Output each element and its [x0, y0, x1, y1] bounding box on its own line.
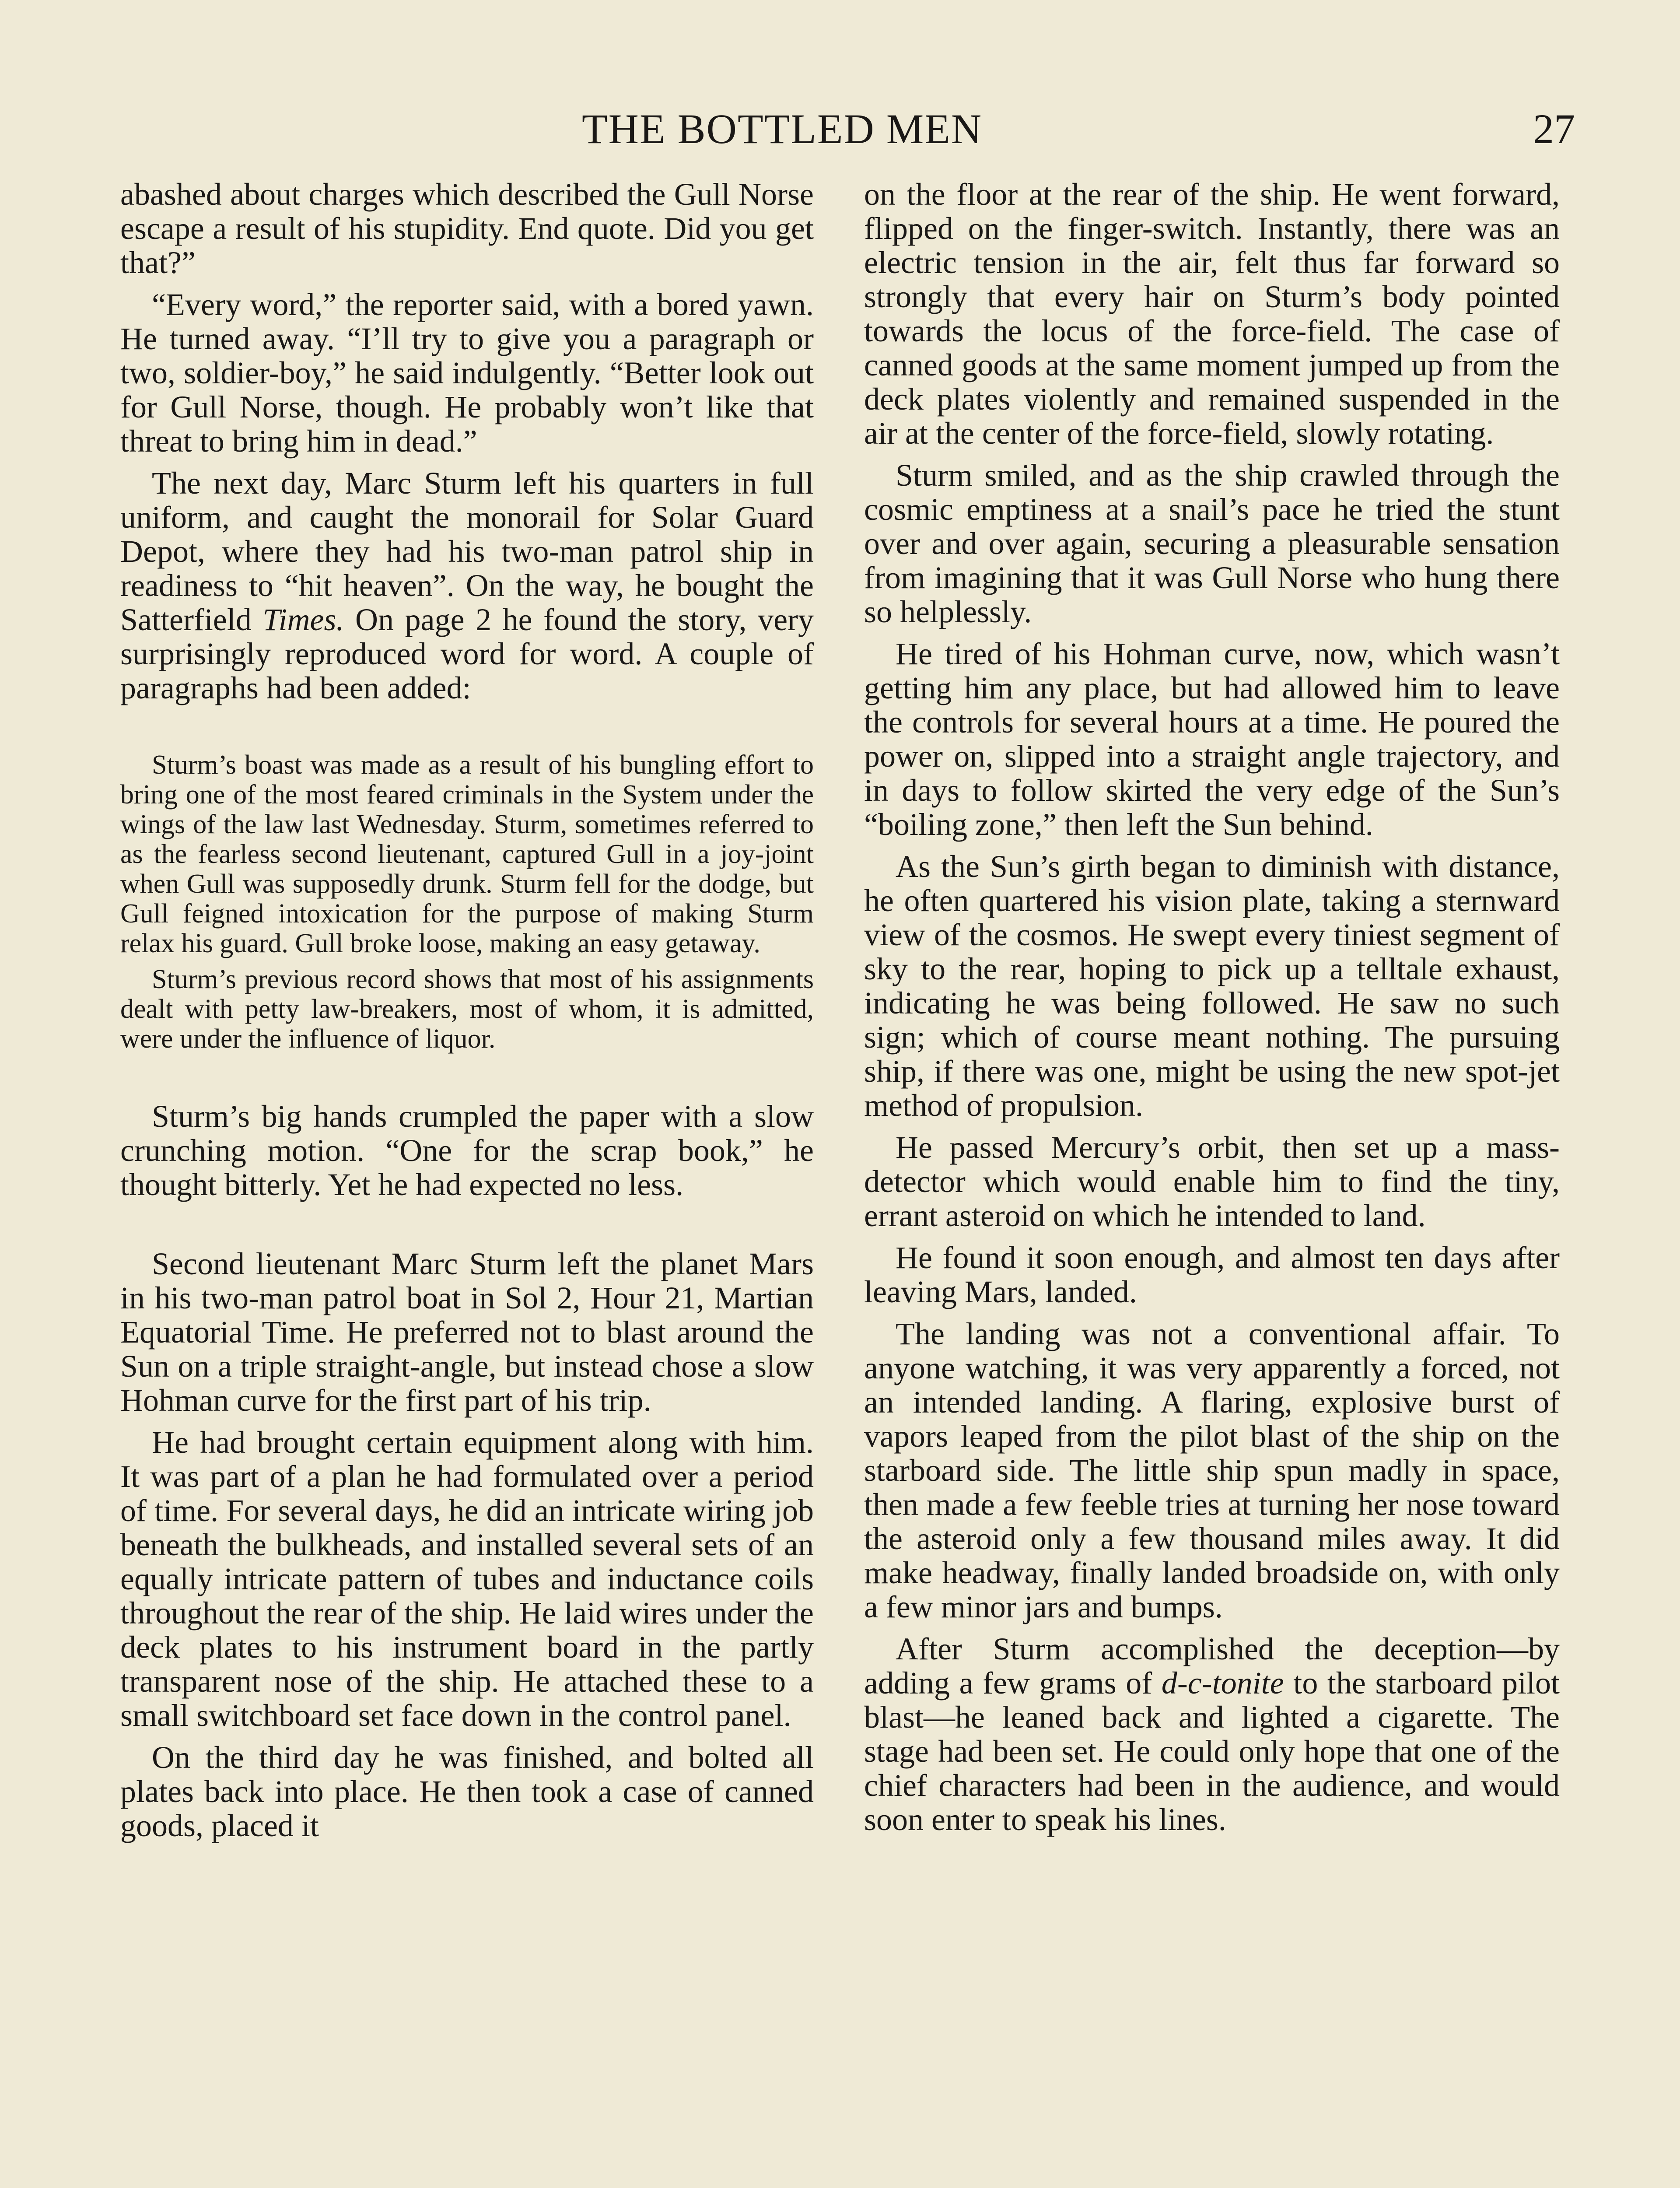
- paragraph: “Every word,” the reporter said, with a bored yawn. He turned away. “I’ll try to give you a paragraph or two, soldier-boy,” he said indulgently. “Better look out for Gull Norse, though. He probably won’t like that threat to bring him in dead.”: [120, 287, 814, 459]
- paragraph: The landing was not a conventional affair. To anyone watching, it was very apparently a forced, not an intended landing. A flaring, explosive burst of vapors leaped from the pilot blast of the ship on the starboard side. The little ship spun madly in space, then made a few feeble tries at turning her nose toward the asteroid only a few thousand miles away. It did make headway, finally landed broadside on, with only a few minor jars and bumps.: [864, 1316, 1560, 1624]
- running-title: THE BOTTLED MEN: [582, 105, 983, 152]
- paragraph: He tired of his Hohman curve, now, which wasn’t getting him any place, but had allowed him to leave the controls for several hours at a time. He poured the power on, slipped into a straight angle trajectory, and in days to follow skirted the very edge of the Sun’s “boiling zone,” then left the Sun behind.: [864, 636, 1560, 842]
- paragraph: He had brought certain equipment along with him. It was part of a plan he had formulated over a period of time. For several days, he did an intricate wiring job beneath the bulkheads, and installed several sets of an equally intricate pattern of tubes and inductance coils throughout the rear of the ship. He laid wires under the deck plates to his instrument board in the partly transparent nose of the ship. He attached these to a small switchboard set face down in the control panel.: [120, 1425, 814, 1733]
- paragraph: As the Sun’s girth began to diminish with distance, he often quartered his vision plate, taking a sternward view of the cosmos. He swept every tiniest segment of sky to the rear, hoping to pick up a telltale exhaust, indicating he was being followed. He saw no such sign; which of course meant nothing. The pursuing ship, if there was one, might be using the new spot-jet method of propulsion.: [864, 849, 1560, 1123]
- newspaper-excerpt: [120, 750, 814, 1054]
- excerpt-paragraph: Sturm’s previous record shows that most of his assignments dealt with petty law-breakers, most of whom, it is admitted, were under the influence of liquor.: [120, 964, 814, 1054]
- left-column: [120, 177, 814, 1851]
- right-column: [864, 177, 1560, 1844]
- page-number: 27: [1533, 105, 1575, 152]
- newspaper-name: Times.: [262, 602, 344, 637]
- paragraph: Second lieutenant Marc Sturm left the planet Mars in his two-man patrol boat in Sol 2, Hour 21, Martian Equatorial Time. He preferred not to blast around the Sun on a triple straight-angle, but instead chose a slow Hohman curve for the first part of his trip.: [120, 1246, 814, 1418]
- paragraph: He passed Mercury’s orbit, then set up a mass-detector which would enable him to find the tiny, errant asteroid on which he intended to land.: [864, 1130, 1560, 1233]
- paragraph: Sturm’s big hands crumpled the paper with a slow crunching motion. “One for the scrap book,” he thought bitterly. Yet he had expected no less.: [120, 1099, 814, 1202]
- paragraph: on the floor at the rear of the ship. He went forward, flipped on the finger-switch. Instantly, there was an electric tension in the air, felt thus far forward so strongly that every hair on Sturm’s body pointed towards the locus of the force-field. The case of canned goods at the same moment jumped up from the deck plates violently and remained suspended in the air at the center of the force-field, slowly rotating.: [864, 177, 1560, 451]
- paragraph: On the third day he was finished, and bolted all plates back into place. He then took a case of canned goods, placed it: [120, 1740, 814, 1843]
- paragraph: He found it soon enough, and almost ten days after leaving Mars, landed.: [864, 1240, 1560, 1309]
- substance-name: d-c-tonite: [1161, 1666, 1284, 1701]
- paragraph: The next day, Marc Sturm left his quarters in full uniform, and caught the monorail for Solar Guard Depot, where they had his two-man patrol ship in readiness to “hit heaven”. On the way, he bought the Satterfield Times. On page 2 he found the story, very surprisingly reproduced word for word. A couple of paragraphs had been added:: [120, 466, 814, 705]
- page-header: [582, 101, 1575, 171]
- paragraph: abashed about charges which described the Gull Norse escape a result of his stupidity. End quote. Did you get that?”: [120, 177, 814, 280]
- paragraph: After Sturm accomplished the deception—by adding a few grams of d-c-tonite to the starboard pilot blast—he leaned back and lighted a cigarette. The stage had been set. He could only hope that one of the chief characters had been in the audience, and would soon enter to speak his lines.: [864, 1631, 1560, 1837]
- excerpt-paragraph: Sturm’s boast was made as a result of his bungling effort to bring one of the most feared criminals in the System under the wings of the law last Wednesday. Sturm, sometimes referred to as the fearless second lieutenant, captured Gull in a joy-joint when Gull was supposedly drunk. Sturm fell for the dodge, but Gull feigned intoxication for the purpose of making Sturm relax his guard. Gull broke loose, making an easy getaway.: [120, 750, 814, 958]
- paragraph: Sturm smiled, and as the ship crawled through the cosmic emptiness at a snail’s pace he tried the stunt over and over again, securing a pleasurable sensation from imagining that it was Gull Norse who hung there so helplessly.: [864, 458, 1560, 629]
